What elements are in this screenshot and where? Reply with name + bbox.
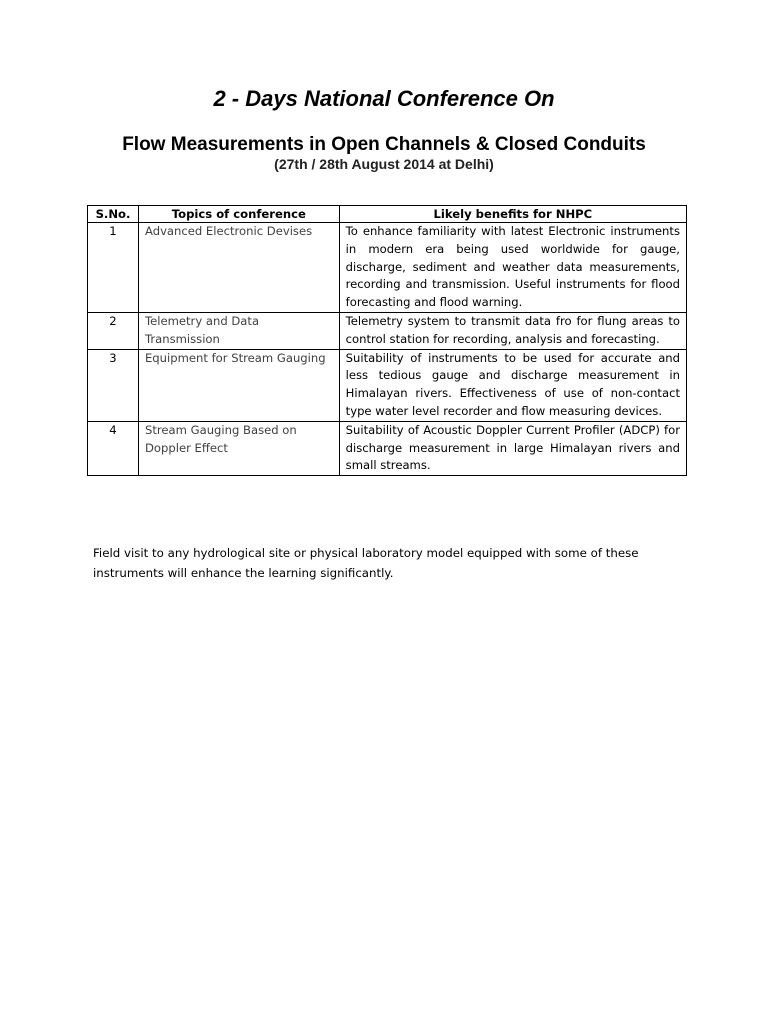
- row-sno: 2: [88, 312, 139, 349]
- row-sno: 3: [88, 349, 139, 421]
- header-sno: S.No.: [88, 206, 139, 223]
- row-benefit: To enhance familiarity with latest Electronic instruments in modern era being used worldwide for gauge, discharge, sediment and weather data measurements, recording and transmission. Useful instruments for flood forecasting and flood warning.: [339, 223, 686, 313]
- conference-topics-table: [87, 205, 687, 476]
- row-topic: Advanced Electronic Devises: [138, 223, 339, 313]
- field-visit-note: Field visit to any hydrological site or physical laboratory model equipped with some of these instruments will enhance the learning significantly.: [93, 546, 639, 580]
- table-header-row: [88, 206, 687, 223]
- table-row: [88, 349, 687, 421]
- conference-date: (27th / 28th August 2014 at Delhi): [274, 156, 494, 172]
- row-sno: 4: [88, 421, 139, 475]
- row-benefit: Suitability of instruments to be used for accurate and less tedious gauge and discharge measurement in Himalayan rivers. Effectiveness of use of non-contact type water level recorder and flow measuring devices.: [339, 349, 686, 421]
- document-subtitle: Flow Measurements in Open Channels & Closed Conduits: [122, 134, 646, 155]
- row-benefit: Telemetry system to transmit data fro for flung areas to control station for recording, analysis and forecasting.: [339, 312, 686, 349]
- header-topic: Topics of conference: [138, 206, 339, 223]
- row-topic: Telemetry and Data Transmission: [138, 312, 339, 349]
- row-benefit: Suitability of Acoustic Doppler Current Profiler (ADCP) for discharge measurement in large Himalayan rivers and small streams.: [339, 421, 686, 475]
- table-row: [88, 312, 687, 349]
- table-row: [88, 421, 687, 475]
- row-topic: Equipment for Stream Gauging: [138, 349, 339, 421]
- row-sno: 1: [88, 223, 139, 313]
- table-row: [88, 223, 687, 313]
- header-benefit: Likely benefits for NHPC: [339, 206, 686, 223]
- document-title: 2 - Days National Conference On: [213, 86, 555, 111]
- row-topic: Stream Gauging Based on Doppler Effect: [138, 421, 339, 475]
